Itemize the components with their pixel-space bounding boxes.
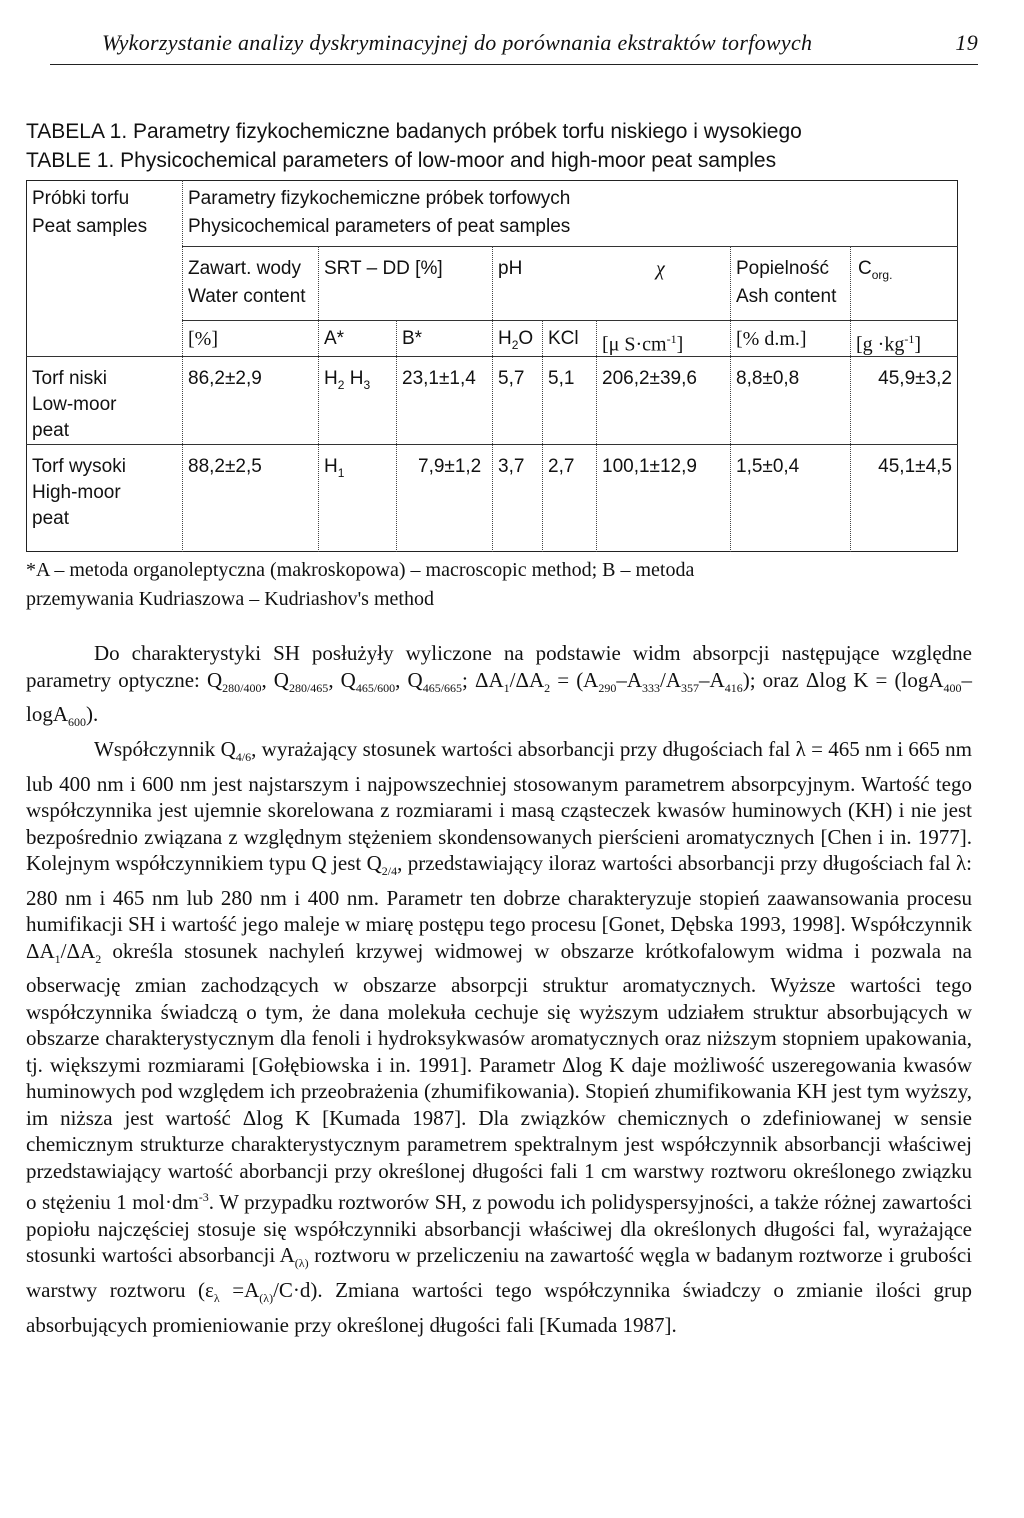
row-high-moor-a-h1: H (324, 456, 338, 477)
unit-h2o (498, 326, 533, 358)
running-head-title: Wykorzystanie analizy dyskryminacyjnej do porównania ekstraktów torfowych (102, 30, 813, 55)
header-srt: SRT – DD [%] (324, 258, 443, 279)
subscript: 416 (724, 680, 743, 695)
unit-corg-text: [g ·kg (856, 333, 905, 356)
table-col-rule (492, 246, 493, 552)
subscript: 2 (95, 951, 102, 966)
unit-h2o-sub: 2 (511, 337, 519, 352)
text-run: , przedstawiający iloraz wartości absorbancji przy długościach fal λ: 280 nm i 465 nm lub 280 nm i 400 nm. Parametr ten dobrze charakteryzuje stopień zaawansowania procesu humifikacji SH i wartość jego maleje w miarę postępu tego procesu [Gonet, Dębska 1993, 1998]. Współczynnik ΔA (26, 851, 972, 963)
table-col-rule (730, 246, 731, 552)
table-rule-group (182, 246, 958, 247)
row-low-moor-name-pl: Torf niski (32, 368, 107, 389)
page-number: 19 (955, 30, 978, 55)
unit-h2o-o: O (518, 328, 534, 349)
row-low-moor-ash: 8,8±0,8 (736, 368, 800, 389)
text-run: /C·d). Zmiana wartości tego współczynnika świadczy o zmianie ilości grup absorbujących promieniowanie przy określonej długości fali [Kumada 1987]. (26, 1278, 972, 1337)
subscript: 280/400 (222, 680, 262, 695)
subscript: 400 (943, 680, 962, 695)
text-run: – logA (26, 667, 972, 727)
table-col-rule (596, 320, 597, 552)
subscript: 290 (598, 680, 617, 695)
text-run: roztworu w przeliczeniu na zawartość węgla w badanym roztworze i grubości warstwy roztworu (ε (26, 1243, 972, 1303)
header-group-en: Physicochemical parameters of peat samples (188, 216, 571, 237)
paragraph-q46 (26, 736, 972, 1338)
unit-chi (602, 326, 683, 358)
header-samples-pl: Próbki torfu (32, 188, 130, 209)
footnote-line-1: *A – metoda organoleptyczna (makroskopowa) – macroscopic method; B – metoda (26, 559, 695, 581)
subscript: λ (213, 1291, 220, 1306)
text-run: /ΔA (509, 667, 545, 692)
table-col-rule (318, 246, 319, 552)
row-low-moor-chi: 206,2±39,6 (602, 368, 697, 389)
row-high-moor-name-pl: Torf wysoki (32, 456, 126, 477)
subscript: (λ) (259, 1291, 274, 1306)
row-high-moor-kcl: 2,7 (548, 456, 575, 477)
text-run: Współczynnik Q (94, 736, 236, 761)
row-low-moor-water: 86,2±2,9 (188, 368, 262, 389)
unit-a: A* (324, 328, 345, 349)
subscript: 4/6 (235, 750, 252, 765)
unit-corg-sup: -1 (904, 332, 915, 346)
subscript: 333 (642, 680, 661, 695)
subscript: 280/465 (288, 680, 329, 695)
footnote-line-2: przemywania Kudriaszowa – Kudriashov's method (26, 588, 434, 610)
text-run: , wyrażający stosunek wartości absorbancji przy długościach fal λ = 465 nm i 665 nm lub 400 nm i 600 nm jest najstarszym i najpowszechniej stosowanym parametrem absorpcyjnym. Wartość tego współczynnika jest ujemnie skorelowana z rozmiarami i masą cząsteczek kwasów huminowych (KH) i nie jest bezpośrednio związana z względnym stężeniem skondensowanych pierścieni aromatycznych [Chen i in. 1977]. Kolejnym współczynnikiem typu Q jest Q (26, 736, 972, 876)
row-low-moor-a (324, 366, 370, 398)
subscript: 357 (681, 680, 700, 695)
parameters-table (26, 180, 958, 552)
row-high-moor-water: 88,2±2,5 (188, 456, 262, 477)
header-rule (50, 64, 978, 65)
text-run: Do charakterystyki SH posłużyły wyliczone na podstawie widm absorpcji następujące względne parametry optyczne: Q (26, 641, 972, 692)
subscript: 1 (503, 680, 510, 695)
row-high-moor-b: 7,9±1,2 (418, 456, 482, 477)
unit-kcl: KCl (548, 328, 579, 349)
unit-water: [%] (188, 328, 218, 350)
header-ph: pH (498, 258, 523, 279)
unit-corg-tail: ] (914, 333, 921, 356)
text-run: ; ΔA (462, 667, 504, 692)
text-run: =A (219, 1278, 260, 1303)
row-low-moor-name-en: Low-moor (32, 394, 117, 415)
row-high-moor-a (324, 454, 344, 486)
row-low-moor-a-sub2: 3 (363, 377, 371, 392)
row-high-moor-a-sub1: 1 (337, 465, 345, 480)
body-text (26, 640, 972, 1338)
row-low-moor-a-h2: H (349, 368, 364, 389)
table-caption-pl: TABELA 1. Parametry fizykochemiczne badanych próbek torfu niskiego i wysokiego (26, 120, 802, 143)
subscript: 465/665 (422, 680, 463, 695)
table-col-rule (396, 320, 397, 552)
table-col-rule (182, 180, 183, 552)
header-group-pl: Parametry fizykochemiczne próbek torfowych (188, 188, 571, 209)
header-chi: χ (656, 258, 665, 280)
header-samples-en: Peat samples (32, 216, 148, 237)
subscript: (λ) (294, 1256, 309, 1271)
unit-chi-text: [μ S·cm (602, 333, 667, 356)
text-run: , Q (261, 667, 289, 692)
text-run: określa stosunek nachyleń krzywej widmowej w obszarze krótkofalowym widma i pozwala na obserwację zmian zachodzących w obszarze absorpcji struktur aromatycznych. Wyższe wartości tego współczynnika świadczą o tym, że dana molekuła cechuje się wyższym udziałem struktur absorbujących w obszarze charakterystycznym dla fenoli i hydroksykwasów aromatycznych oraz niższym stopniem upakowania, tj. większymi rozmiarami [Gołębiowska i in. 1991]. Parametr Δlog K daje możliwość uszeregowania kwasów huminowych pod względem ich przeobrażenia (zhumifikowania). Stopień zhumifikowania KH jest tym wyższy, im niższa jest wartość Δlog K [Kumada 1987]. Dla związków chemicznych o zdefiniowanej w sensie chemicznym strukturze charakterystycznym parametrem spektralnym jest współczynnik absorbancji właściwej przedstawiający wartość aborbancji przy określonej długości fali 1 cm warstwy roztworu określonego związku o stężeniu 1 mol·dm (26, 938, 972, 1215)
text-run: , Q (395, 667, 423, 692)
header-water-pl: Zawart. wody (188, 258, 301, 279)
unit-chi-tail: ] (676, 333, 684, 356)
paragraph-optical-parameters (26, 640, 972, 736)
table-footnote (26, 556, 966, 614)
subscript: 2 (544, 680, 551, 695)
row-low-moor-b: 23,1±1,4 (402, 368, 476, 389)
row-low-moor-corg: 45,9±3,2 (878, 368, 952, 389)
unit-ash: [% d.m.] (736, 328, 807, 350)
unit-chi-sup: -1 (666, 332, 677, 346)
superscript: -3 (198, 1190, 209, 1205)
header-corg (858, 256, 892, 288)
row-high-moor-ash: 1,5±0,4 (736, 456, 800, 477)
subscript: 2/4 (381, 864, 398, 879)
table-col-rule (850, 246, 851, 552)
table-col-rule (542, 320, 543, 552)
row-high-moor-name-en2: peat (32, 508, 69, 529)
text-run: –A (699, 667, 725, 692)
text-run: , Q (328, 667, 356, 692)
text-run: ). (86, 702, 99, 727)
text-run: /A (660, 667, 682, 692)
row-high-moor-name-en: High-moor (32, 482, 121, 503)
subscript: 1 (54, 951, 61, 966)
text-run: /ΔA (60, 938, 96, 963)
header-water-en: Water content (188, 286, 306, 307)
text-run: . W przypadku roztworów SH, z powodu ich polidyspersyjności, a także różnej zawartości popiołu najczęściej stosuje się współczynniki absorbancji właściwej dla określonych długości fal, wyrażające stosunki wartości absorbancji A (26, 1190, 972, 1268)
unit-b: B* (402, 328, 423, 349)
row-low-moor-a-sub1: 2 (337, 377, 345, 392)
header-corg-symbol: C (858, 258, 872, 279)
row-high-moor-h2o: 3,7 (498, 456, 525, 477)
row-low-moor-a-h1: H (324, 368, 338, 389)
row-low-moor-name-en2: peat (32, 420, 69, 441)
text-run: –A (616, 667, 643, 692)
header-corg-sub: org. (871, 267, 893, 282)
row-high-moor-chi: 100,1±12,9 (602, 456, 697, 477)
row-low-moor-h2o: 5,7 (498, 368, 525, 389)
text-run: ); oraz Δlog K = (logA (742, 667, 944, 692)
row-low-moor-kcl: 5,1 (548, 368, 575, 389)
table-caption-en: TABLE 1. Physicochemical parameters of low-moor and high-moor peat samples (26, 149, 777, 172)
row-high-moor-corg: 45,1±4,5 (878, 456, 952, 477)
table-rule-units (182, 320, 958, 321)
header-ash-en: Ash content (736, 286, 837, 307)
subscript: 600 (68, 715, 86, 730)
text-run: = (A (550, 667, 599, 692)
unit-corg (856, 326, 921, 358)
subscript: 465/600 (355, 680, 396, 695)
header-ash-pl: Popielność (736, 258, 829, 279)
unit-h2o-h: H (498, 328, 512, 349)
